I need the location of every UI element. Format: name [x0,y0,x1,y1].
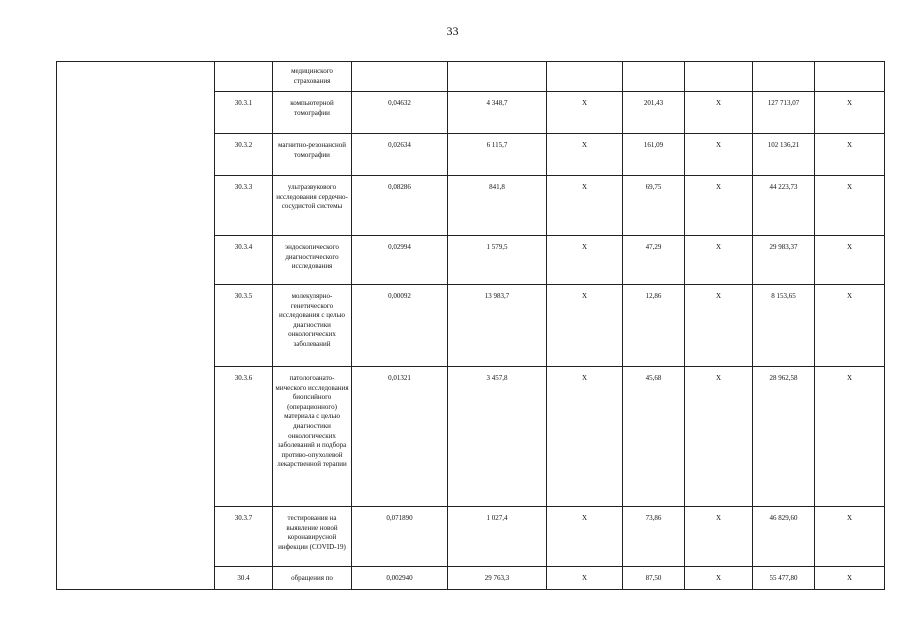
cell-value [815,62,885,92]
row-name: обращения по [273,567,352,590]
cell-value: 47,29 [623,236,685,285]
cell-value: 0,02634 [352,134,448,176]
cell-value: Х [547,134,623,176]
cell-value: 841,8 [448,176,547,236]
row-code: 30.3.7 [215,507,273,567]
cell-value: Х [685,567,753,590]
cell-value: 29 983,37 [753,236,815,285]
cell-value: Х [815,567,885,590]
row-code: 30.4 [215,567,273,590]
cell-value: 127 713,07 [753,92,815,134]
cell-value: 0,002940 [352,567,448,590]
cell-value: Х [815,285,885,367]
cell-value: Х [685,285,753,367]
cell-value: 1 579,5 [448,236,547,285]
cell-value: Х [815,92,885,134]
cell-value: Х [685,367,753,507]
group-cell [57,62,215,590]
row-code: 30.3.1 [215,92,273,134]
cell-value: Х [815,134,885,176]
cell-value: 102 136,21 [753,134,815,176]
row-name: магнитно-резонансной томографии [273,134,352,176]
row-name: тестирования на выявление новой коронавирусной инфекции (COVID-19) [273,507,352,567]
row-code: 30.3.6 [215,367,273,507]
cell-value: Х [815,367,885,507]
table-row [57,62,885,92]
cell-value: Х [685,236,753,285]
cell-value: Х [685,134,753,176]
cell-value: 69,75 [623,176,685,236]
cell-value: 44 223,73 [753,176,815,236]
cell-value: 0,071890 [352,507,448,567]
cell-value [448,62,547,92]
cell-value: 0,04632 [352,92,448,134]
cell-value: 46 829,60 [753,507,815,567]
cell-value: 0,01321 [352,367,448,507]
cell-value [753,62,815,92]
cell-value: 12,86 [623,285,685,367]
cell-value [352,62,448,92]
cell-value: 0,00092 [352,285,448,367]
cell-value: 55 477,80 [753,567,815,590]
cell-value: Х [685,507,753,567]
cell-value: 201,43 [623,92,685,134]
cell-value: Х [815,236,885,285]
cell-value: 4 348,7 [448,92,547,134]
cell-value: 13 983,7 [448,285,547,367]
cell-value: 6 115,7 [448,134,547,176]
page-number: 33 [446,24,459,38]
cell-value: 161,09 [623,134,685,176]
cell-value: Х [685,92,753,134]
cell-value: 45,68 [623,367,685,507]
cell-value: Х [547,367,623,507]
cell-value: Х [547,507,623,567]
cell-value [623,62,685,92]
row-name: медицинского страхования [273,62,352,92]
cell-value: Х [547,285,623,367]
cell-value: 0,02994 [352,236,448,285]
cell-value [547,62,623,92]
cell-value: 73,86 [623,507,685,567]
row-code: 30.3.3 [215,176,273,236]
tariff-table [56,61,885,590]
cell-value [685,62,753,92]
row-code: 30.3.5 [215,285,273,367]
row-name: эндоскопического диагностического исследования [273,236,352,285]
cell-value: Х [547,176,623,236]
row-name: ультразвукового исследования сердечно-сосудистой системы [273,176,352,236]
row-name: компьютерной томографии [273,92,352,134]
cell-value: 28 962,58 [753,367,815,507]
cell-value: 1 027,4 [448,507,547,567]
cell-value: Х [815,176,885,236]
cell-value: 29 763,3 [448,567,547,590]
cell-value: 3 457,8 [448,367,547,507]
row-name: молекулярно-генетического исследования с целью диагностики онкологических заболеваний [273,285,352,367]
cell-value: 0,08286 [352,176,448,236]
cell-value: Х [547,92,623,134]
row-code: 30.3.4 [215,236,273,285]
cell-value: Х [547,236,623,285]
cell-value: 87,50 [623,567,685,590]
row-name: патологоанато-мического исследования биопсийного (операционного) материала с целью диагностики онкологических заболеваний и подбора противо-опухолевой лекарственной терапии [273,367,352,507]
row-code: 30.3.2 [215,134,273,176]
table-body [57,62,885,590]
cell-value: Х [685,176,753,236]
cell-value: Х [547,567,623,590]
cell-value: Х [815,507,885,567]
cell-value: 8 153,65 [753,285,815,367]
row-code [215,62,273,92]
